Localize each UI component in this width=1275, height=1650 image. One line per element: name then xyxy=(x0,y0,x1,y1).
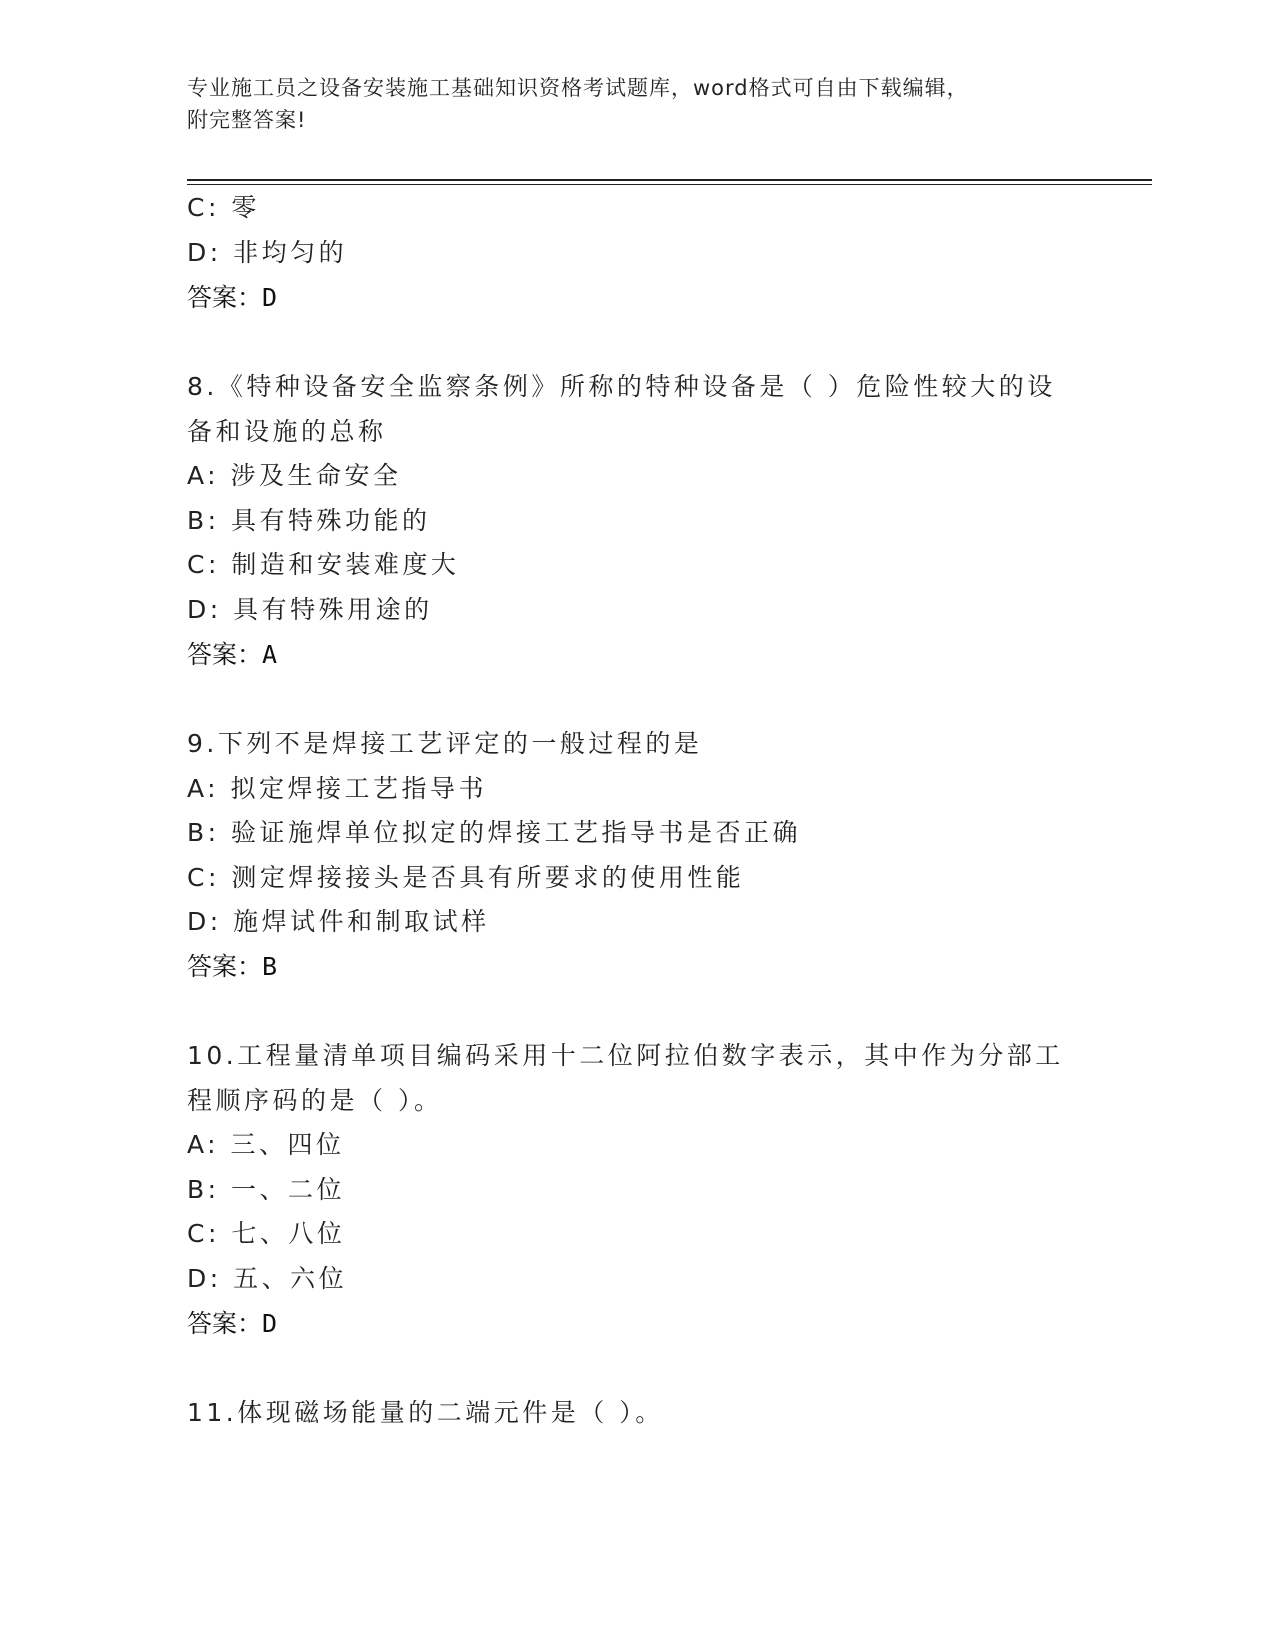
question-8-stem-line-2: 备和设施的总称 xyxy=(187,417,387,446)
prev-option-d: D: 非均匀的 xyxy=(187,238,348,267)
header-line-2: 附完整答案! xyxy=(187,108,307,132)
answer-value: D xyxy=(262,1309,278,1338)
header-divider-thin xyxy=(187,184,1152,185)
question-10-option-d: D: 五、六位 xyxy=(187,1264,348,1293)
question-10-stem-line-1: 10.工程量清单项目编码采用十二位阿拉伯数字表示，其中作为分部工 xyxy=(187,1041,1064,1070)
question-9-option-b: B: 验证施焊单位拟定的焊接工艺指导书是否正确 xyxy=(187,818,802,847)
question-9-option-c: C: 测定焊接接头是否具有所要求的使用性能 xyxy=(187,863,745,892)
prev-option-c: C: 零 xyxy=(187,193,260,222)
question-10-answer xyxy=(187,1307,277,1341)
question-9-stem-line-1: 9.下列不是焊接工艺评定的一般过程的是 xyxy=(187,729,703,758)
prev-answer xyxy=(187,281,277,315)
question-11-stem-line-1: 11.体现磁场能量的二端元件是（ ）。 xyxy=(187,1398,664,1427)
answer-label: 答案： xyxy=(187,283,263,312)
question-9-option-a: A: 拟定焊接工艺指导书 xyxy=(187,774,488,803)
question-8-option-a: A: 涉及生命安全 xyxy=(187,461,402,490)
question-8-option-c: C: 制造和安装难度大 xyxy=(187,550,460,579)
question-10-option-b: B: 一、二位 xyxy=(187,1175,346,1204)
question-10-option-c: C: 七、八位 xyxy=(187,1219,346,1248)
answer-label: 答案： xyxy=(187,1309,263,1338)
answer-value: A xyxy=(262,640,278,669)
question-10-stem-line-2: 程顺序码的是（ ）。 xyxy=(187,1086,443,1115)
question-8-option-b: B: 具有特殊功能的 xyxy=(187,506,431,535)
question-9-option-d: D: 施焊试件和制取试样 xyxy=(187,907,490,936)
question-8-answer xyxy=(187,638,277,672)
answer-value: D xyxy=(262,283,278,312)
question-9-answer xyxy=(187,950,277,984)
document-header xyxy=(187,72,1067,136)
question-8-option-d: D: 具有特殊用途的 xyxy=(187,595,433,624)
answer-value: B xyxy=(262,952,278,981)
answer-label: 答案： xyxy=(187,952,263,981)
question-8-stem-line-1: 8.《特种设备安全监察条例》所称的特种设备是（ ）危险性较大的设 xyxy=(187,372,1056,401)
header-line-1: 专业施工员之设备安装施工基础知识资格考试题库，word格式可自由下载编辑， xyxy=(187,76,969,100)
answer-label: 答案： xyxy=(187,640,263,669)
header-divider-thick xyxy=(187,179,1152,181)
question-10-option-a: A: 三、四位 xyxy=(187,1130,345,1159)
